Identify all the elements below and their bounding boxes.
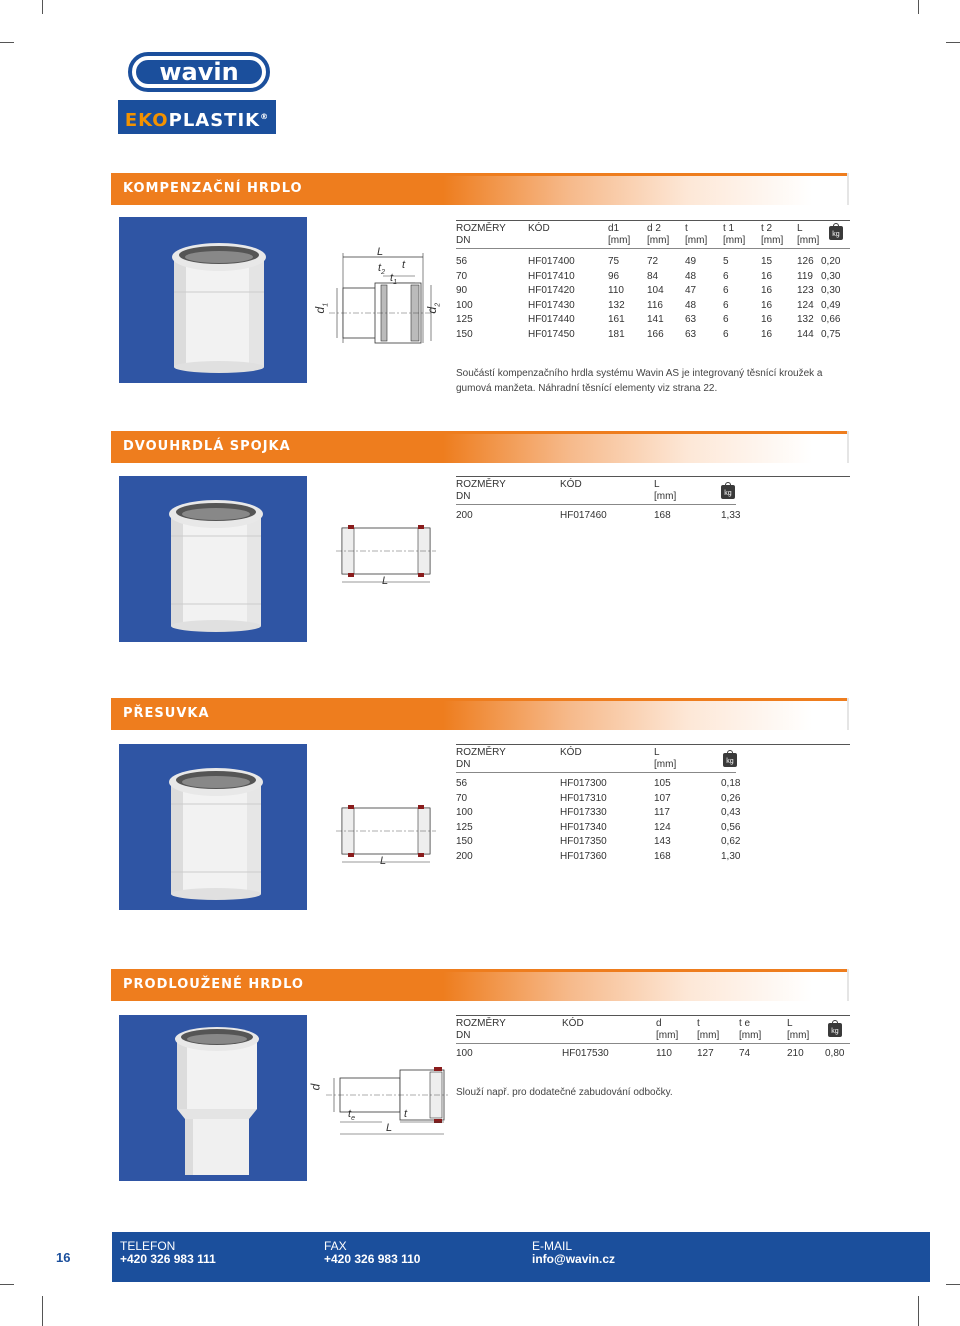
table-cell: 6 bbox=[723, 285, 729, 297]
table-cell: 6 bbox=[723, 299, 729, 311]
table-cell: 143 bbox=[654, 836, 671, 848]
table-cell: 0,75 bbox=[821, 329, 841, 340]
table-cell: 90 bbox=[456, 285, 468, 297]
dim-d2: $d_2$ bbox=[425, 302, 442, 314]
th-dn: DN bbox=[456, 1030, 471, 1041]
pipe-socket-image bbox=[119, 217, 307, 383]
table-cell: 125 bbox=[456, 821, 473, 833]
table-cell: 0,49 bbox=[821, 299, 841, 311]
th-d: d bbox=[656, 1018, 662, 1029]
th-L-unit: [mm] bbox=[654, 759, 677, 770]
th-t-unit: [mm] bbox=[697, 1030, 720, 1041]
th-t: t bbox=[697, 1018, 700, 1029]
table-cell: 100 bbox=[456, 299, 473, 311]
logo-eko: EKO bbox=[124, 110, 169, 131]
th-t2-unit: [mm] bbox=[761, 235, 784, 246]
table-cell: HF017460 bbox=[560, 510, 607, 521]
th-rozmery: ROZMĚRY bbox=[456, 479, 506, 490]
table-cell: 168 bbox=[654, 510, 671, 521]
table-cell: 110 bbox=[656, 1048, 672, 1059]
table-cell: 63 bbox=[685, 314, 697, 326]
dim-d1: $d_1$ bbox=[313, 302, 330, 314]
table-cell: 144 bbox=[797, 329, 814, 340]
table-cell: 15 bbox=[761, 256, 773, 267]
dim-L: L bbox=[377, 246, 384, 258]
th-d1-unit: [mm] bbox=[608, 235, 631, 246]
th-rozmery: ROZMĚRY bbox=[456, 1018, 506, 1029]
product-photo-presuvka bbox=[119, 744, 307, 910]
table-cell: 0,66 bbox=[821, 314, 841, 326]
table-cell: 0,62 bbox=[721, 836, 741, 848]
th-L: L bbox=[654, 747, 660, 758]
table-cell: 161 bbox=[608, 314, 625, 326]
contact-footer bbox=[112, 1232, 930, 1282]
th-L-unit: [mm] bbox=[654, 491, 677, 502]
wavin-oval bbox=[128, 52, 270, 92]
table-cell: HF017330 bbox=[560, 807, 607, 819]
table-cell: 150 bbox=[456, 329, 473, 340]
table-cell: 117 bbox=[654, 807, 670, 819]
table-cell: 70 bbox=[456, 792, 468, 804]
registered-mark: ® bbox=[260, 112, 270, 121]
table-cell: 1,30 bbox=[721, 851, 741, 862]
th-kod: KÓD bbox=[560, 747, 582, 758]
slip-coupling-image bbox=[119, 744, 307, 910]
phone-value[interactable]: +420 326 983 111 bbox=[120, 1252, 216, 1266]
table-dvouhrdla bbox=[456, 476, 850, 536]
dim-L: L bbox=[386, 1122, 393, 1134]
table-cell: 0,56 bbox=[721, 821, 741, 833]
table-cell: HF017340 bbox=[560, 821, 607, 833]
th-kod: KÓD bbox=[528, 223, 550, 234]
table-cell: HF017310 bbox=[560, 792, 607, 804]
table-cell: 5 bbox=[723, 256, 729, 267]
table-cell: 126 bbox=[797, 256, 814, 267]
table-cell: 0,43 bbox=[721, 807, 741, 819]
table-cell: 116 bbox=[647, 299, 663, 311]
th-d2-unit: [mm] bbox=[647, 235, 670, 246]
dim-t2: $t_2$ bbox=[378, 262, 385, 277]
table-cell: 124 bbox=[654, 821, 671, 833]
table-cell: HF017420 bbox=[528, 285, 575, 297]
table-prodlouzene bbox=[456, 1015, 850, 1075]
th-d2: d 2 bbox=[647, 223, 661, 234]
table-cell: 119 bbox=[797, 270, 813, 282]
table-cell: HF017440 bbox=[528, 314, 575, 326]
table-cell: 132 bbox=[608, 299, 625, 311]
logo-plastik: PLASTIK bbox=[168, 110, 261, 131]
table-cell: 100 bbox=[456, 807, 473, 819]
th-te-unit: [mm] bbox=[739, 1030, 762, 1041]
table-cell: HF017360 bbox=[560, 851, 607, 862]
th-L: L bbox=[787, 1018, 793, 1029]
table-presuvka bbox=[456, 744, 850, 874]
table-cell: 0,20 bbox=[821, 256, 841, 267]
table-cell: 141 bbox=[647, 314, 664, 326]
table-cell: 107 bbox=[654, 792, 671, 804]
table-cell: 56 bbox=[456, 778, 468, 789]
table-cell: 124 bbox=[797, 299, 814, 311]
th-L-unit: [mm] bbox=[787, 1030, 810, 1041]
th-rozmery: ROZMĚRY bbox=[456, 747, 506, 758]
dim-te: $t_e$ bbox=[348, 1108, 355, 1123]
th-rozmery: ROZMĚRY bbox=[456, 223, 506, 234]
table-cell: HF017350 bbox=[560, 836, 607, 848]
weight-icon: kg bbox=[828, 1023, 842, 1037]
dim-t: t bbox=[404, 1108, 408, 1120]
table-cell: 48 bbox=[685, 270, 697, 282]
table-cell: 127 bbox=[697, 1048, 714, 1059]
table-cell: 16 bbox=[761, 314, 773, 326]
th-t2: t 2 bbox=[761, 223, 773, 234]
section-header-prodlouzene bbox=[111, 969, 851, 1001]
table-cell: HF017300 bbox=[560, 778, 607, 789]
table-cell: 200 bbox=[456, 510, 473, 521]
email-value[interactable]: info@wavin.cz bbox=[532, 1252, 616, 1266]
table-cell: 70 bbox=[456, 270, 468, 282]
fax-label: FAX bbox=[324, 1239, 347, 1253]
table-cell: 168 bbox=[654, 851, 671, 862]
table-cell: 123 bbox=[797, 285, 814, 297]
phone-label: TELEFON bbox=[120, 1239, 176, 1253]
dim-L: L bbox=[382, 575, 389, 587]
product-photo-dvouhrdla bbox=[119, 476, 307, 642]
product-photo-prodlouzene bbox=[119, 1015, 307, 1181]
technical-drawing-kompenzacni bbox=[315, 243, 445, 348]
section-header-presuvka bbox=[111, 698, 851, 730]
table-cell: 6 bbox=[723, 329, 729, 340]
double-socket-image bbox=[119, 476, 307, 642]
th-t1: t 1 bbox=[723, 223, 735, 234]
dim-t1: $t_1$ bbox=[390, 272, 397, 287]
table-cell: 210 bbox=[787, 1048, 804, 1059]
table-kompenzacni bbox=[456, 220, 850, 350]
table-cell: 16 bbox=[761, 329, 773, 340]
table-cell: 0,30 bbox=[821, 285, 841, 297]
table-cell: 105 bbox=[654, 778, 671, 789]
th-t: t bbox=[685, 223, 688, 234]
table-cell: 84 bbox=[647, 270, 659, 282]
table-cell: 75 bbox=[608, 256, 620, 267]
section-title: KOMPENZAČNÍ HRDLO bbox=[123, 181, 303, 196]
table-cell: 110 bbox=[608, 285, 624, 297]
fax-value: +420 326 983 110 bbox=[324, 1252, 421, 1266]
table-cell: 56 bbox=[456, 256, 468, 267]
extended-socket-image bbox=[119, 1015, 307, 1181]
th-L: L bbox=[654, 479, 660, 490]
table-cell: HF017450 bbox=[528, 329, 575, 340]
table-cell: 47 bbox=[685, 285, 697, 297]
table-cell: 0,18 bbox=[721, 778, 741, 789]
th-dn: DN bbox=[456, 235, 471, 246]
table-cell: 0,80 bbox=[825, 1048, 845, 1059]
section-title: PŘESUVKA bbox=[123, 706, 210, 721]
th-d-unit: [mm] bbox=[656, 1030, 679, 1041]
th-L: L bbox=[797, 223, 803, 234]
th-te: t e bbox=[739, 1018, 751, 1029]
table-cell: HF017530 bbox=[562, 1048, 609, 1059]
th-d1: d1 bbox=[608, 223, 620, 234]
table-cell: 6 bbox=[723, 314, 729, 326]
weight-icon: kg bbox=[721, 485, 735, 499]
section-title: PRODLOUŽENÉ HRDLO bbox=[123, 977, 304, 992]
ekoplastik-logo bbox=[118, 100, 276, 134]
weight-icon: kg bbox=[723, 753, 737, 767]
page-number: 16 bbox=[56, 1250, 71, 1265]
table-cell: 0,30 bbox=[821, 270, 841, 282]
table-cell: 181 bbox=[608, 329, 625, 340]
table-cell: HF017410 bbox=[528, 270, 575, 282]
dim-d: d bbox=[308, 1083, 323, 1091]
table-cell: 63 bbox=[685, 329, 697, 340]
table-cell: 6 bbox=[723, 270, 729, 282]
table-cell: 125 bbox=[456, 314, 473, 326]
th-kod: KÓD bbox=[560, 479, 582, 490]
table-cell: HF017400 bbox=[528, 256, 575, 267]
product-photo-kompenzacni bbox=[119, 217, 307, 383]
wavin-wordmark: wavin bbox=[136, 60, 262, 84]
th-t1-unit: [mm] bbox=[723, 235, 746, 246]
table-cell: 200 bbox=[456, 851, 473, 862]
table-cell: 48 bbox=[685, 299, 697, 311]
table-cell: 74 bbox=[739, 1048, 751, 1059]
table-cell: 104 bbox=[647, 285, 664, 297]
th-L-unit: [mm] bbox=[797, 235, 820, 246]
th-dn: DN bbox=[456, 491, 471, 502]
dim-L: L bbox=[380, 855, 387, 867]
section-header-kompenzacni bbox=[111, 173, 851, 205]
section-header-dvouhrdla bbox=[111, 431, 851, 463]
note-prodlouzene: Slouží např. pro dodatečné zabudování odbočky. bbox=[456, 1087, 673, 1098]
table-cell: 16 bbox=[761, 270, 773, 282]
table-cell: 0,26 bbox=[721, 792, 741, 804]
table-cell: HF017430 bbox=[528, 299, 575, 311]
dim-t: t bbox=[402, 259, 406, 271]
table-cell: 96 bbox=[608, 270, 620, 282]
weight-icon: kg bbox=[829, 226, 843, 240]
technical-drawing-prodlouzene bbox=[312, 1062, 452, 1142]
note-kompenzacni: Součástí kompenzačního hrdla systému Wavin AS je integrovaný těsnící kroužek a gumová manžeta. Náhradní těsnící elementy viz strana 22. bbox=[456, 368, 823, 394]
table-cell: 150 bbox=[456, 836, 473, 848]
section-title: DVOUHRDLÁ SPOJKA bbox=[123, 439, 291, 454]
table-cell: 132 bbox=[797, 314, 814, 326]
table-cell: 16 bbox=[761, 299, 773, 311]
table-cell: 72 bbox=[647, 256, 659, 267]
table-cell: 100 bbox=[456, 1048, 473, 1059]
table-cell: 49 bbox=[685, 256, 697, 267]
table-cell: 16 bbox=[761, 285, 773, 297]
th-kod: KÓD bbox=[562, 1018, 584, 1029]
th-dn: DN bbox=[456, 759, 471, 770]
email-label: E-MAIL bbox=[532, 1239, 573, 1253]
table-cell: 166 bbox=[647, 329, 664, 340]
th-t-unit: [mm] bbox=[685, 235, 708, 246]
table-cell: 1,33 bbox=[721, 510, 741, 521]
